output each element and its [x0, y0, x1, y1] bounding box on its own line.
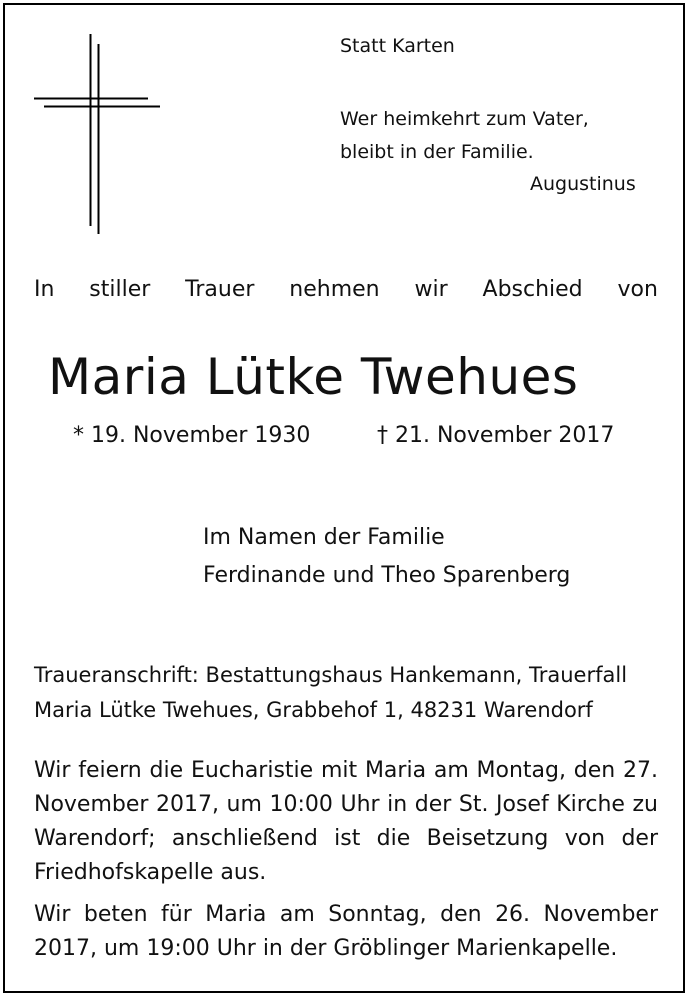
death-date: † 21. November 2017: [377, 423, 615, 448]
intro-word: Trauer: [185, 277, 255, 302]
intro-word: stiller: [89, 277, 151, 302]
address-line-1: Traueranschrift: Bestattungshaus Hankemann, Trauerfall: [34, 663, 628, 687]
birth-date: * 19. November 1930: [73, 423, 311, 448]
cross-icon: [34, 34, 160, 234]
intro-word: von: [617, 277, 658, 302]
intro-word: In: [34, 277, 55, 302]
family-line-1: Im Namen der Familie: [203, 525, 445, 550]
quote-line-2: bleibt in der Familie.: [340, 141, 534, 163]
quote-author: Augustinus: [530, 173, 636, 195]
prayer-paragraph: Wir beten für Maria am Sonntag, den 26. November 2017, um 19:00 Uhr in der Gröblinger Marienkapelle.: [34, 902, 658, 961]
quote-line-1: Wer heimkehrt zum Vater,: [340, 108, 589, 130]
intro-word: nehmen: [289, 277, 380, 302]
deceased-name: Maria Lütke Twehues: [48, 348, 579, 406]
eucharist-paragraph: Wir feiern die Eucharistie mit Maria am Montag, den 27. November 2017, um 10:00 Uhr in der St. Josef Kirche zu Warendorf; anschließend ist die Beisetzung von der Friedhofskapelle aus.: [34, 758, 658, 885]
address-line-2: Maria Lütke Twehues, Grabbehof 1, 48231 Warendorf: [34, 698, 593, 722]
intro-word: wir: [414, 277, 448, 302]
family-line-2: Ferdinande und Theo Sparenberg: [203, 563, 571, 588]
statt-karten: Statt Karten: [340, 35, 455, 57]
intro-word: Abschied: [482, 277, 583, 302]
intro-line: [34, 277, 658, 302]
